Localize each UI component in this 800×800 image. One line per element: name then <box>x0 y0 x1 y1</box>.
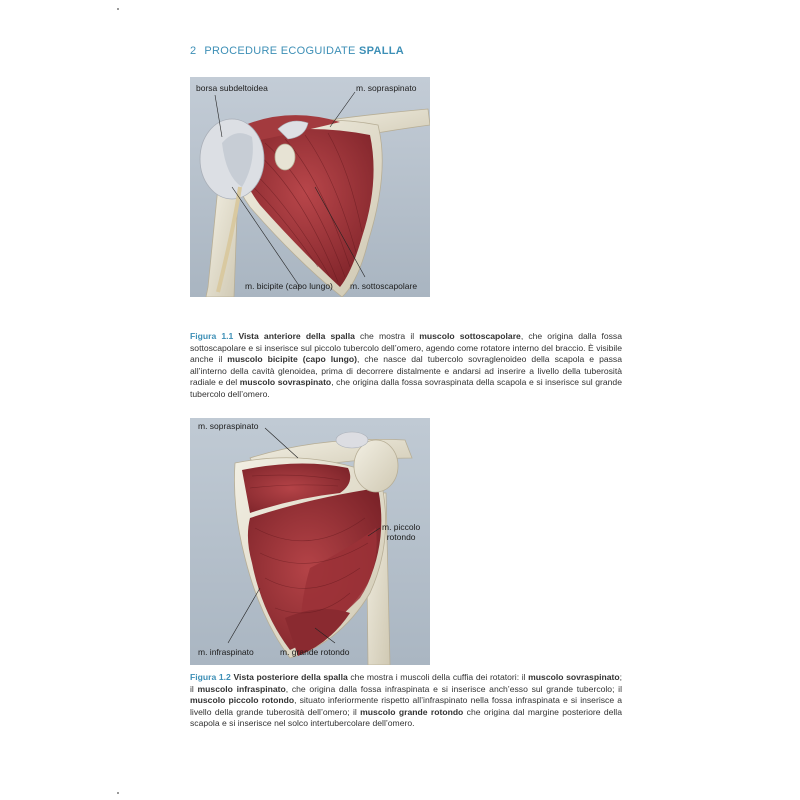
label-borsa-subdeltoidea: borsa subdeltoidea <box>196 83 268 93</box>
figure-1-2-illustration <box>190 418 430 665</box>
caption-term: muscolo sottoscapolare <box>419 331 521 341</box>
caption-title: Vista posteriore della spalla <box>233 672 348 682</box>
label-sopraspinato: m. sopraspinato <box>198 421 259 431</box>
caption-title: Vista anteriore della spalla <box>238 331 355 341</box>
label-infraspinato: m. infraspinato <box>198 647 254 657</box>
caption-number: Figura 1.1 <box>190 331 234 341</box>
caption-text: che mostra i muscoli della cuffia dei rotatori: il <box>347 672 529 682</box>
label-piccolo-rotondo <box>382 522 420 542</box>
caption-term: muscolo grande rotondo <box>360 706 464 717</box>
figure-1-1-caption <box>190 331 622 401</box>
caption-text: ; il <box>190 672 623 694</box>
caption-text: , che origina dalla fossa sottoscapolare e si inserisce sul piccolo tubercolo dell’omero, agendo come rotatore interno del braccio. È visibile anche il <box>190 331 622 365</box>
figure-1-2-caption <box>190 672 622 730</box>
humeral-head <box>354 440 398 492</box>
caption-text: che origina dal margine posteriore della scapola e si inserisce nel solco intertubercolare dell’omero. <box>190 706 622 729</box>
caption-text: , situato inferiormente rispetto all’infraspinato nella fossa infraspinata e si inserisce a livello della grande tuberosità dell’omero; il <box>190 695 622 717</box>
section-title: PROCEDURE ECOGUIDATE <box>204 45 356 57</box>
figure-1-1-illustration <box>190 77 430 297</box>
page-number: 2 <box>190 45 197 57</box>
crop-mark-bottom <box>117 792 119 794</box>
caption-text: , che origina dalla fossa infraspinata e si inserisce anch’esso sul grande tubercolo; il <box>285 683 622 694</box>
caption-text: che mostra il <box>354 331 420 341</box>
caption-term: muscolo bicipite (capo lungo) <box>227 354 357 365</box>
label-sopraspinato: m. sopraspinato <box>356 83 417 93</box>
caption-term: muscolo infraspinato <box>197 683 286 694</box>
running-head <box>190 45 404 57</box>
caption-number: Figura 1.2 <box>190 672 231 682</box>
label-grande-rotondo: m. grande rotondo <box>280 647 350 657</box>
acromion <box>336 432 368 448</box>
caption-term: muscolo piccolo rotondo <box>190 695 295 706</box>
label-piccolo-rotondo-line2: rotondo <box>386 532 416 542</box>
label-bicipite: m. bicipite (capo lungo) <box>245 281 333 291</box>
caption-text: , che nasce dal tubercolo sovraglenoideo della scapola e passa all’interno della cavità glenoidea, prima di decorrere distalmente e andarsi ad inserire a livello della tuberosità radiale e del <box>190 354 622 388</box>
caption-term: muscolo sovraspinato <box>528 672 620 682</box>
label-piccolo-rotondo-line1: m. piccolo <box>382 522 421 532</box>
crop-mark-top <box>117 8 119 10</box>
label-sottoscapolare: m. sottoscapolare <box>350 281 418 291</box>
caption-text: , che origina dalla fossa sovraspinata della scapola e si inserisce sul grande tubercolo dell’omero. <box>190 377 622 399</box>
caption-term: muscolo sovraspinato <box>239 377 332 388</box>
coracoid-process <box>275 144 295 170</box>
anterior-shoulder-drawing <box>190 77 430 297</box>
section-subject: SPALLA <box>359 45 405 57</box>
